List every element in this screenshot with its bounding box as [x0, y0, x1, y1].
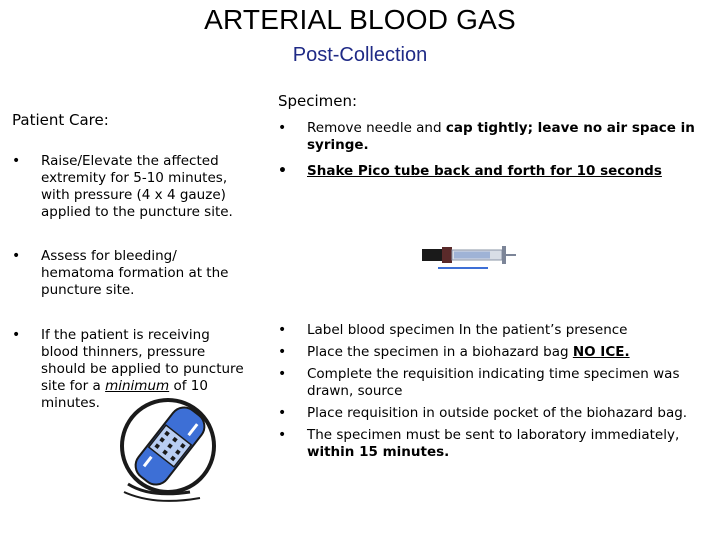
patient-care-item-assess: • Assess for bleeding/ hematoma formation at the puncture site. [12, 248, 252, 299]
page-title: ARTERIAL BLOOD GAS [204, 4, 516, 35]
specimen-item-send-lab [278, 427, 716, 461]
specimen-heading: Specimen: [278, 92, 358, 110]
within-15-text: within 15 minutes. [307, 444, 450, 460]
specimen-item-biohazard [278, 344, 716, 361]
patient-care-list-2 [12, 248, 252, 299]
specimen-item-shake-pico: • Shake Pico tube back and forth for 10 seconds [278, 163, 698, 180]
no-ice-text: NO ICE. [572, 344, 630, 360]
syringe-icon [418, 238, 520, 276]
specimen-list [278, 120, 698, 180]
minimum-emphasis: minimum [105, 378, 170, 394]
patient-care-item-elevate: • Raise/Elevate the affected extremity for 5-10 minutes, with pressure (4 x 4 gauze) applied to the puncture site. [12, 153, 252, 221]
blood-thinners-text-end: of 10 minutes. [41, 378, 208, 411]
specimen-list-2 [278, 322, 716, 461]
patient-care-heading [12, 111, 109, 129]
remove-needle-text: Remove needle and [307, 120, 446, 136]
page-subtitle: Post-Collection [292, 44, 428, 66]
biohazard-text: Place the specimen in a biohazard bag [307, 344, 573, 360]
bandage-icon [120, 388, 225, 517]
patient-care-list [12, 153, 252, 221]
blood-thinners-text: If the patient is receiving blood thinners, pressure should be applied to puncture site for a [41, 327, 244, 394]
specimen-item-label: • Label blood specimen In the patient’s presence [278, 322, 716, 339]
specimen-item-requisition: • Complete the requisition indicating time specimen was drawn, source [278, 366, 716, 400]
send-lab-text: The specimen must be sent to laboratory immediately, [307, 427, 680, 443]
patient-care-heading-colon: : [103, 111, 109, 129]
specimen-item-remove-needle [278, 120, 698, 154]
cap-tightly-text: cap tightly; leave no air space in syringe. [307, 120, 695, 153]
patient-care-heading-text: Patient Care [12, 111, 104, 129]
specimen-item-pocket: • Place requisition in outside pocket of the biohazard bag. [278, 405, 716, 422]
